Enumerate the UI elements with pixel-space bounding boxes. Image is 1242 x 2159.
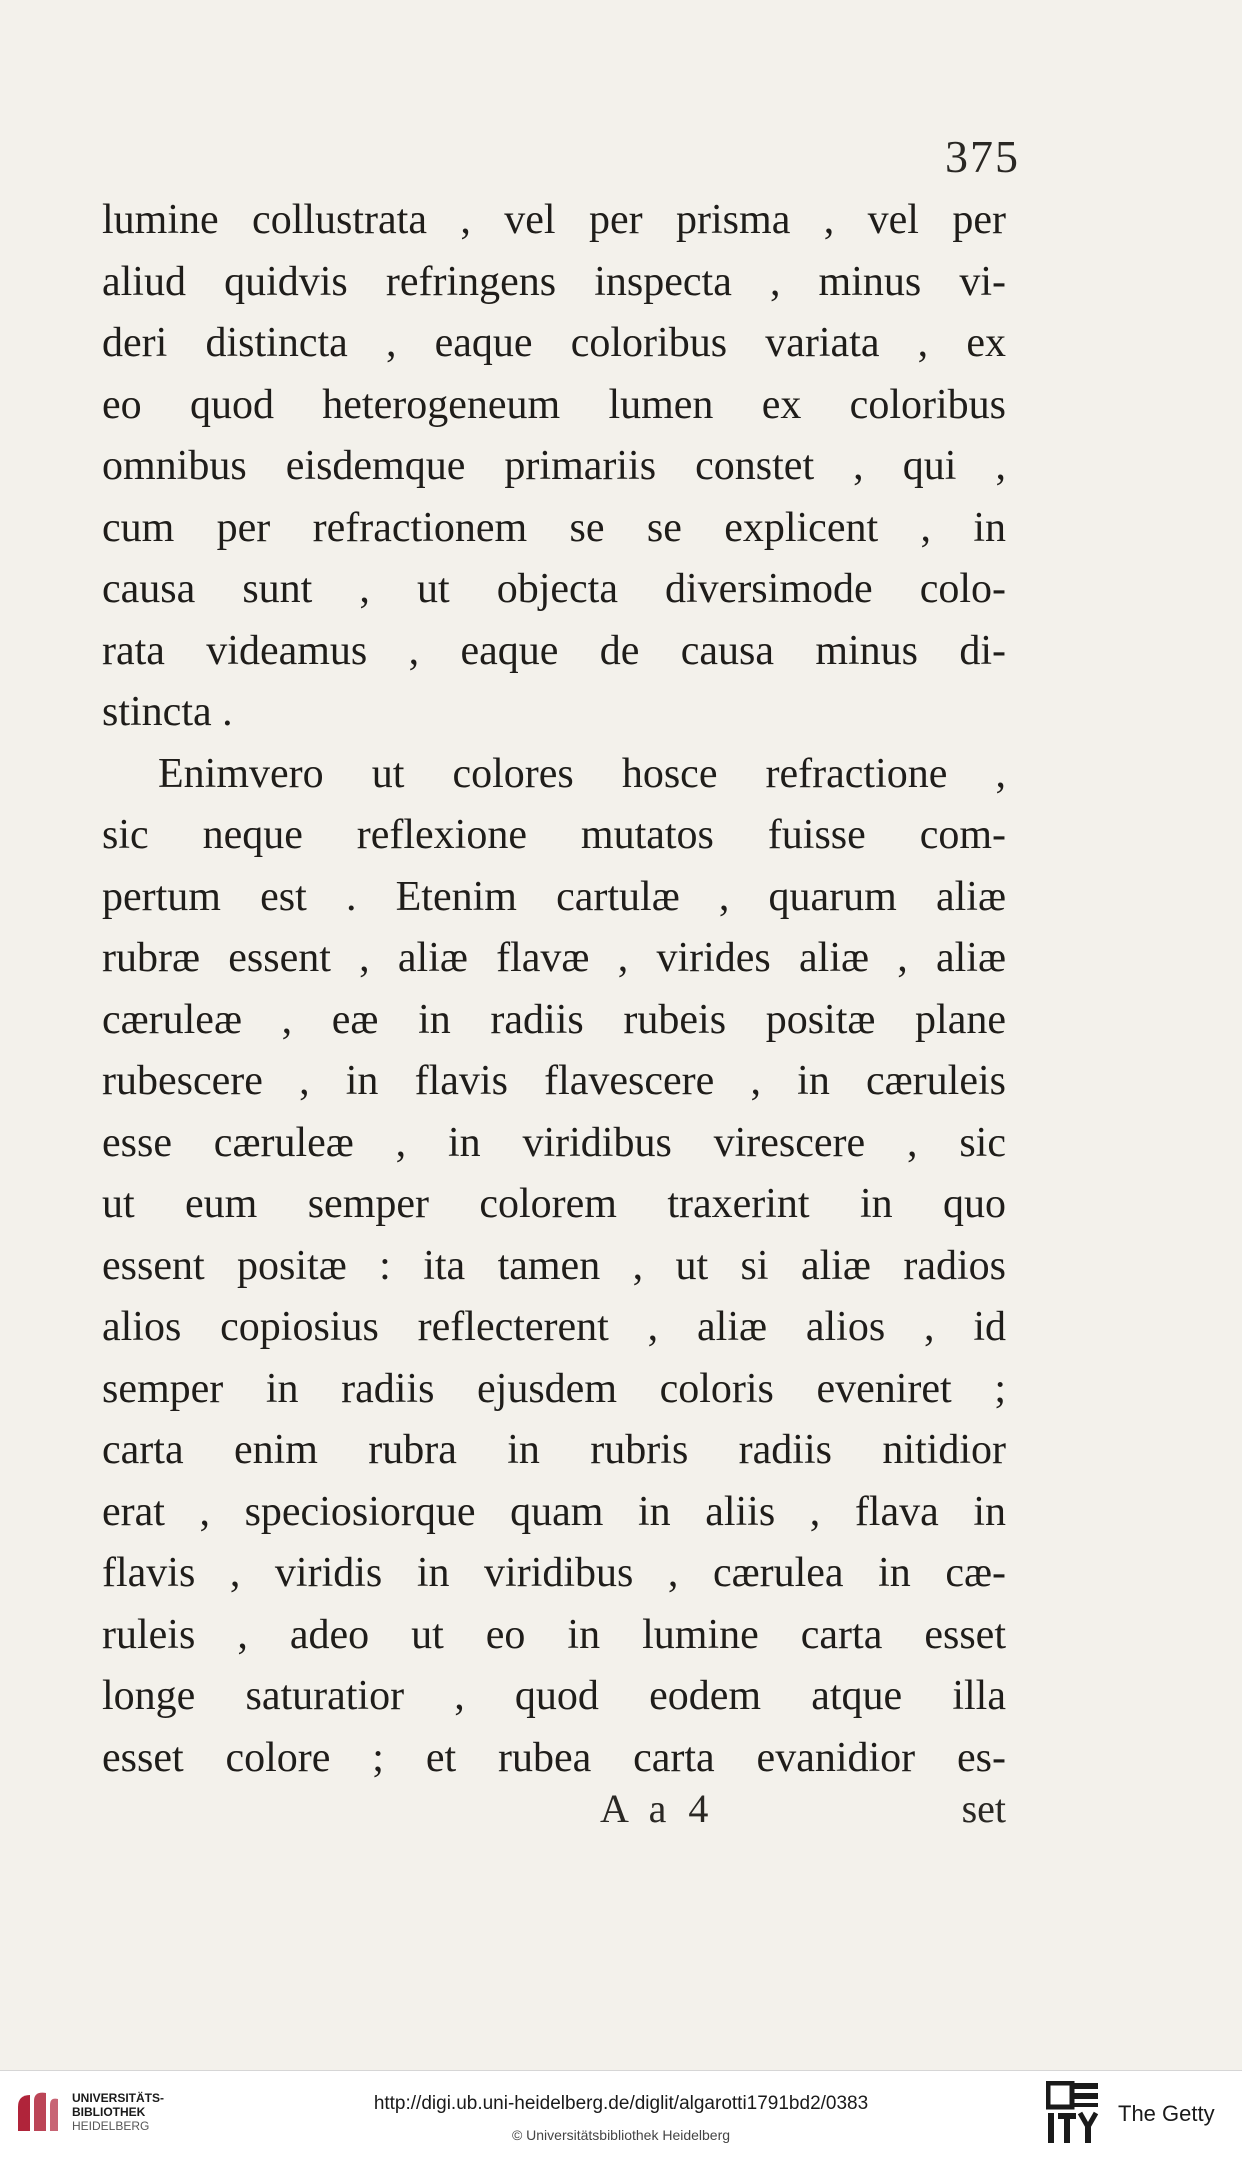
text-line: eo quod heterogeneum lumen ex coloribus xyxy=(102,381,1006,428)
text-line: causa sunt , ut objecta diversimode colo- xyxy=(102,566,1006,612)
text-line: stincta . xyxy=(102,689,233,735)
text-line: Enimvero ut colores hosce refractione , xyxy=(158,750,1006,797)
text-line: sic neque reflexione mutatos fuisse com- xyxy=(102,812,1006,858)
text-line: omnibus eisdemque primariis constet , qui , xyxy=(102,443,1006,489)
text-line: rubræ essent , aliæ flavæ , virides aliæ , aliæ xyxy=(102,935,1006,981)
partner-name: The Getty xyxy=(1118,2101,1215,2126)
text-line: essent positæ : ita tamen , ut si aliæ radios xyxy=(102,1242,1006,1289)
copyright-notice: © Universitätsbibliothek Heidelberg xyxy=(511,2127,731,2143)
library-name-line: BIBLIOTHEK xyxy=(72,2105,146,2119)
text-line: aliud quidvis refringens inspecta , minus vi- xyxy=(102,258,1006,305)
text-line: cæruleæ , eæ in radiis rubeis positæ plane xyxy=(102,996,1006,1043)
permalink-url[interactable]: http://digi.ub.uni-heidelberg.de/diglit/algarotti1791bd2/0383 xyxy=(373,2093,869,2114)
getty-logo-icon xyxy=(1046,2081,1100,2147)
footer-bar xyxy=(0,2070,1242,2159)
page-number: 375 xyxy=(945,131,1020,182)
text-line: lumine collustrata , vel per prisma , vel per xyxy=(102,197,1006,243)
signature-mark: A a 4 xyxy=(600,1786,715,1831)
text-line: erat , speciosiorque quam in aliis , flava in xyxy=(102,1488,1006,1535)
text-line: ruleis , adeo ut eo in lumine carta esset xyxy=(102,1611,1006,1658)
library-name-line: HEIDELBERG xyxy=(72,2119,150,2133)
text-line: carta enim rubra in rubris radiis nitidior xyxy=(102,1427,1006,1473)
text-line: alios copiosius reflecterent , aliæ alios , id xyxy=(102,1304,1006,1350)
body-text xyxy=(102,190,1006,1789)
text-line: rata videamus , eaque de causa minus di- xyxy=(102,627,1006,674)
text-line: pertum est . Etenim cartulæ , quarum aliæ xyxy=(102,873,1006,920)
library-name-line: UNIVERSITÄTS- xyxy=(72,2091,165,2105)
catchword: set xyxy=(961,1786,1006,1831)
text-line: esse cæruleæ , in viridibus virescere , sic xyxy=(102,1119,1006,1166)
text-line: rubescere , in flavis flavescere , in cæruleis xyxy=(102,1058,1006,1104)
text-line: semper in radiis ejusdem coloris eveniret ; xyxy=(102,1365,1006,1412)
text-line: deri distincta , eaque coloribus variata , ex xyxy=(102,320,1006,366)
text-line: esset colore ; et rubea carta evanidior es- xyxy=(102,1734,1006,1781)
text-line: ut eum semper colorem traxerint in quo xyxy=(102,1181,1006,1227)
text-line: longe saturatior , quod eodem atque illa xyxy=(102,1673,1006,1719)
text-line: flavis , viridis in viridibus , cærulea in cæ- xyxy=(102,1550,1006,1596)
text-line: cum per refractionem se se explicent , in xyxy=(102,504,1006,551)
